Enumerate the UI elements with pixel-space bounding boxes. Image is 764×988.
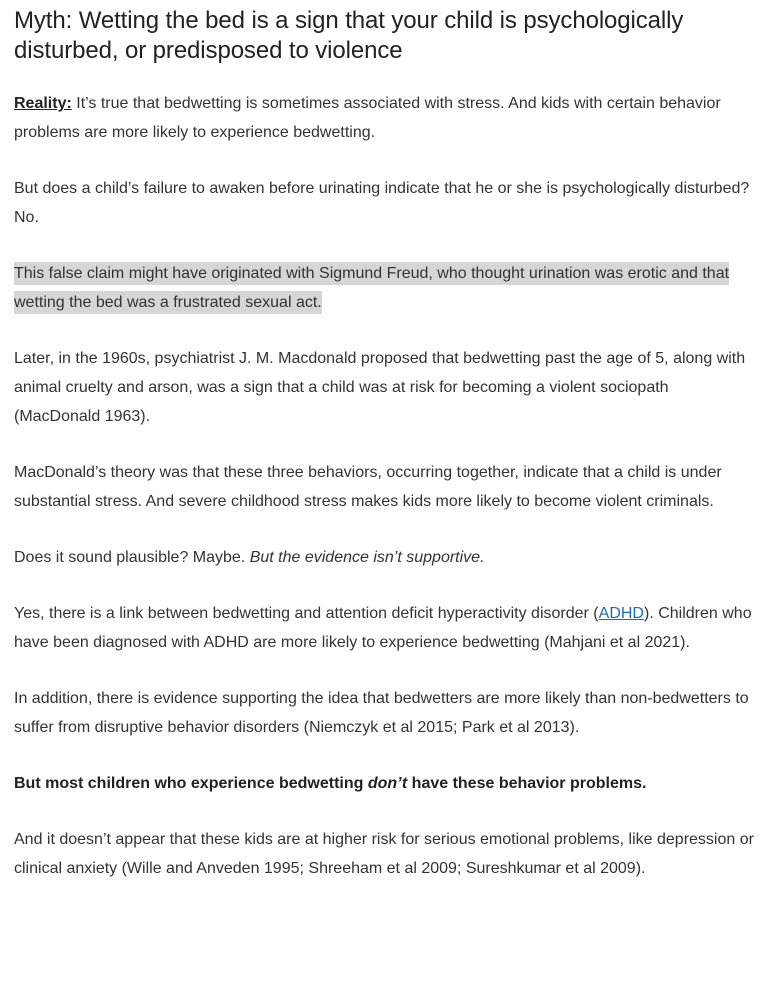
most-children-emphasis: don’t — [367, 775, 408, 792]
macdonald-theory-paragraph: MacDonald’s theory was that these three behaviors, occurring together, indicate that a child is under substantial stress. And severe childhood stress makes kids more likely to become violent criminals. — [14, 464, 722, 510]
reality-paragraph — [14, 89, 758, 147]
adhd-paragraph — [14, 599, 758, 657]
most-children-paragraph — [14, 769, 758, 798]
reality-label: Reality: — [14, 95, 72, 112]
plausible-emphasis: But the evidence isn’t supportive. — [249, 549, 485, 566]
adhd-text-before: Yes, there is a link between bedwetting and attention deficit hyperactivity disorder ( — [14, 605, 599, 622]
most-children-before: But most children who experience bedwetting — [14, 775, 368, 792]
plausible-text: Does it sound plausible? Maybe. — [14, 549, 250, 566]
freud-paragraph — [14, 259, 758, 317]
adhd-text-after: ). Children who have been diagnosed with ADHD are more likely to experience bedwetting (Mahjani et al 2021). — [14, 605, 752, 651]
highlighted-text-selection[interactable]: This false claim might have originated with Sigmund Freud, who thought urination was erotic and that wetting the bed was a frustrated sexual act. — [14, 262, 729, 314]
disruptive-behavior-paragraph: In addition, there is evidence supporting the idea that bedwetters are more likely than non-bedwetters to suffer from disruptive behavior disorders (Niemczyk et al 2015; Park et al 2013). — [14, 690, 749, 736]
reality-text: It’s true that bedwetting is sometimes associated with stress. And kids with certain behavior problems are more likely to experience bedwetting. — [14, 95, 721, 141]
article-heading: Myth: Wetting the bed is a sign that your child is psychologically disturbed, or predisposed to violence — [14, 7, 684, 64]
macdonald-paragraph: Later, in the 1960s, psychiatrist J. M. Macdonald proposed that bedwetting past the age of 5, along with animal cruelty and arson, was a sign that a child was at risk for becoming a violent sociopath (MacDonald 1963). — [14, 350, 746, 425]
most-children-after: have these behavior problems. — [407, 775, 647, 792]
plausible-paragraph — [14, 543, 758, 572]
psychological-question-paragraph: But does a child’s failure to awaken before urinating indicate that he or she is psychologically disturbed? No. — [14, 180, 750, 226]
adhd-link[interactable]: ADHD — [598, 605, 644, 622]
emotional-risk-paragraph: And it doesn’t appear that these kids are at higher risk for serious emotional problems, like depression or clinical anxiety (Wille and Anveden 1995; Shreeham et al 2009; Sureshkumar et al 2009). — [14, 831, 754, 877]
